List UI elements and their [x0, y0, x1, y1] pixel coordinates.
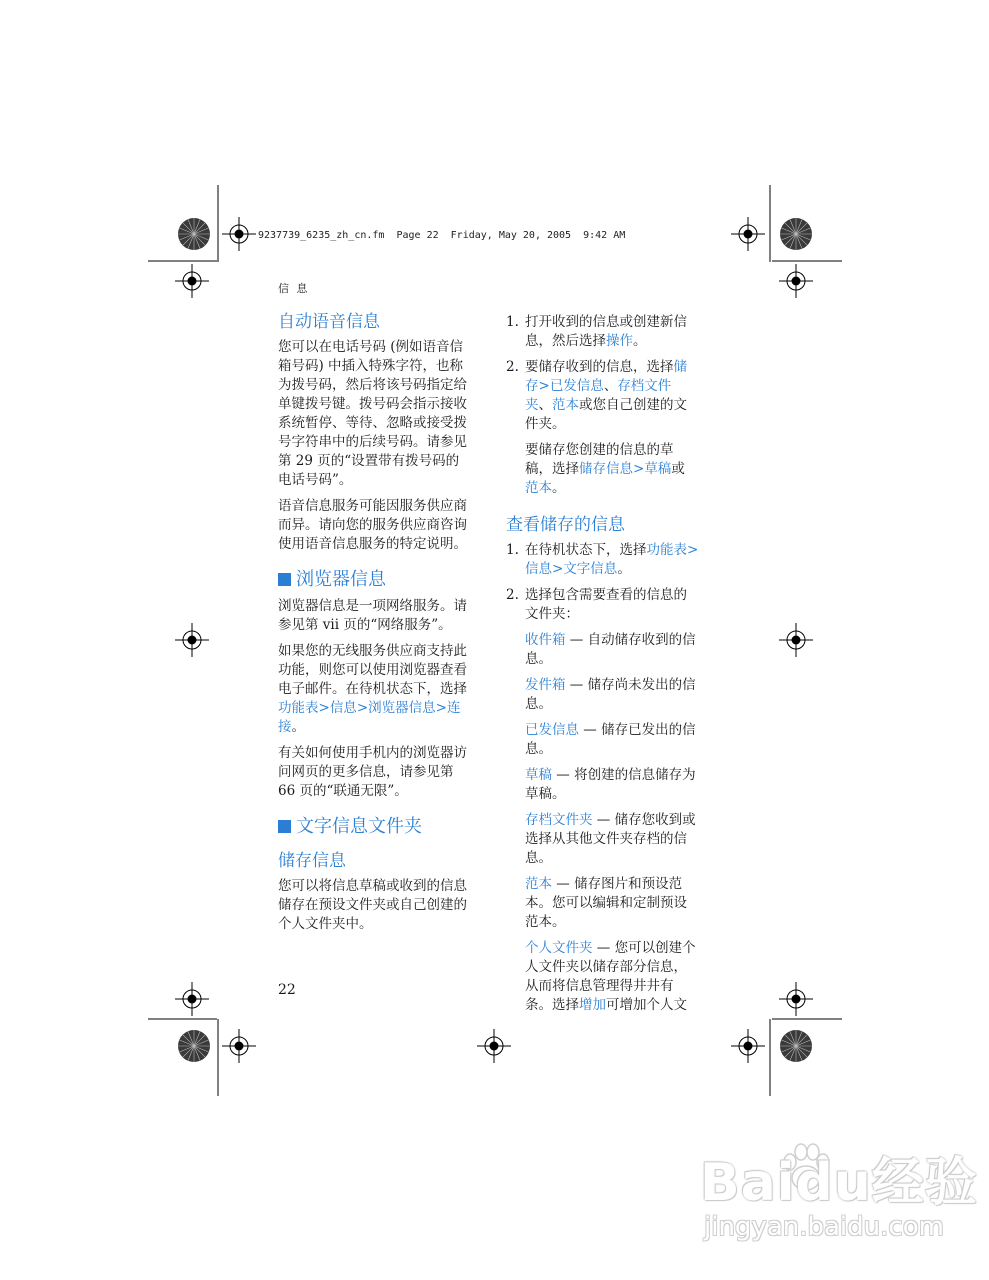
heading-save-messages: 储存信息 [278, 851, 346, 871]
paragraph-save-messages: 您可以将信息草稿或收到的信息 储存在预设文件夹或自己创建的 个人文件夹中。 [278, 878, 467, 932]
view-step-1: 1. 在待机状态下，选择功能表> 信息>文字信息。 [506, 542, 699, 577]
link-personal-folders[interactable]: 个人文件夹 [525, 940, 593, 956]
heading-browser-info: 浏览器信息 [278, 570, 493, 589]
watermark-url: jingyan.baidu.com [704, 1212, 944, 1242]
link-drafts[interactable]: 草稿 [644, 461, 672, 477]
link-messages-2[interactable]: 信息 [525, 561, 552, 577]
link-archive[interactable]: 存档文件夹 [525, 812, 593, 828]
link-menu[interactable]: 功能表 [278, 700, 319, 716]
folder-sent: 已发信息 — 储存已发出的信 息。 [525, 722, 696, 757]
left-column [278, 313, 493, 941]
folder-templates: 范本 — 储存图片和预设范 本。您可以编辑和定制预设 范本。 [525, 876, 687, 930]
link-sent[interactable]: 已发信息 [525, 722, 579, 738]
paragraph-voice-service: 语音信息服务可能因服务供应商 而异。请向您的服务供应商咨询 使用语音信息服务的特定说明。 [278, 498, 467, 552]
step-2-save-received: 2. 要储存收到的信息，选择储 存>已发信息、存档文件 夹、范本或您自己创建的文 件夹。 [506, 359, 687, 432]
step-1-open-message: 1. 打开收到的信息或创建新信 息，然后选择操作。 [506, 314, 687, 349]
square-bullet-icon [278, 820, 291, 833]
step-2-save-draft: 要储存您创建的信息的草 稿，选择储存信息>草稿或 范本。 [525, 442, 685, 496]
paragraph-browser-more: 有关如何使用手机内的浏览器访 问网页的更多信息，请参见第 66 页的“联通无限”。 [278, 745, 467, 799]
paragraph-dial-codes: 您可以在电话号码 (例如语音信 箱号码) 中插入特殊字符，也称 为拨号码，然后将该号码指定给 单键拨号键。拨号码会指示接收 系统暂停、等待、忽略或接受拨 号字符串中的后续号码。请参见 第 29 页的“设置带有拨号码的 电话号码”。 [278, 339, 467, 488]
link-inbox[interactable]: 收件箱 [525, 632, 566, 648]
view-step-2: 2. 选择包含需要查看的信息的 文件夹： [506, 587, 687, 622]
link-options[interactable]: 操作 [606, 333, 633, 349]
link-connect-cont[interactable]: 接 [278, 719, 292, 735]
folder-drafts: 草稿 — 将创建的信息储存为 草稿。 [525, 767, 696, 802]
link-menu-2[interactable]: 功能表 [646, 542, 687, 558]
heading-auto-voice-info: 自动语音信息 [278, 312, 380, 332]
right-column [506, 313, 718, 1022]
folder-outbox: 发件箱 — 储存尚未发出的信 息。 [525, 677, 696, 712]
page-number: 22 [278, 982, 296, 998]
link-connect[interactable]: 连 [446, 700, 461, 716]
link-save-messages[interactable]: 储存信息 [579, 461, 633, 477]
paragraph-browser-email: 如果您的无线服务供应商支持此 功能，则您可以使用浏览器查看 电子邮件。在待机状态下，选择 功能表>信息>浏览器信息>连 接。 [278, 643, 467, 735]
link-archive-folder[interactable]: 存档文件 [617, 378, 672, 394]
link-templates-2[interactable]: 范本 [525, 480, 552, 496]
link-messages[interactable]: 信息 [329, 700, 357, 716]
link-text-messages[interactable]: 文字信息 [563, 561, 618, 577]
heading-text-folders: 文字信息文件夹 [278, 817, 493, 836]
link-templates-folder[interactable]: 范本 [525, 876, 552, 892]
heading-view-saved: 查看储存的信息 [506, 515, 625, 535]
link-add[interactable]: 增加 [579, 997, 606, 1013]
folder-personal: 个人文件夹 — 您可以创建个 人文件夹以储存部分信息， 从而将信息管理得井井有 条。选择增加可增加个人文 [525, 940, 696, 1013]
link-sent-items[interactable]: 已发信息 [549, 378, 604, 394]
folder-archive: 存档文件夹 — 储存您收到或 选择从其他文件夹存档的信 息。 [525, 812, 696, 866]
section-label: 信 息 [278, 282, 310, 295]
link-drafts-folder[interactable]: 草稿 [525, 767, 552, 783]
square-bullet-icon [278, 573, 291, 586]
folder-inbox: 收件箱 — 自动储存收到的信 息。 [525, 632, 696, 667]
link-templates[interactable]: 范本 [552, 397, 579, 413]
link-browser-messages[interactable]: 浏览器信息 [368, 700, 436, 716]
link-outbox[interactable]: 发件箱 [525, 677, 566, 693]
paragraph-browser-network: 浏览器信息是一项网络服务。请 参见第 vii 页的“网络服务”。 [278, 598, 467, 633]
file-info-header: 9237739_6235_zh_cn.fm Page 22 Friday, May 20, 2005 9:42 AM [258, 230, 626, 241]
link-save[interactable]: 储 [673, 359, 687, 375]
